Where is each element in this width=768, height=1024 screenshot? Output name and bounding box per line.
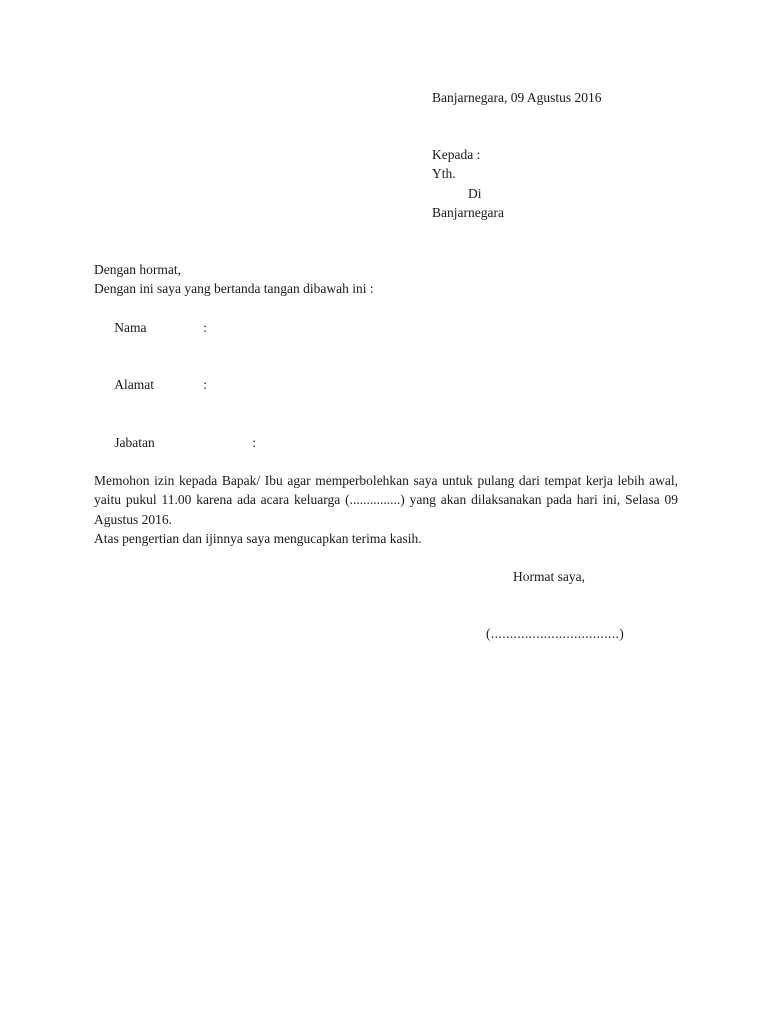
intro-line: Dengan ini saya yang bertanda tangan dibawah ini : [94,281,374,297]
recipient-di: Di [468,185,482,201]
field-row-nama [94,298,678,356]
recipient-kepada: Kepada : [432,147,481,163]
recipient-block [432,145,676,222]
date-line: Banjarnegara, 09 Agustus 2016 [432,90,602,105]
field-row-alamat [94,356,678,414]
letter-body [94,260,678,548]
recipient-yth: Yth. [432,166,456,182]
field-colon-jabatan: : [252,434,257,450]
field-label-nama: Nama [114,319,147,335]
salutation: Dengan hormat, [94,262,181,278]
letter-header [432,88,676,222]
signature-name-placeholder: (..................................) [486,626,625,642]
field-label-jabatan: Jabatan [114,434,155,450]
body-paragraph: Memohon izin kepada Bapak/ Ibu agar memperbolehkan saya untuk pulang dari tempat kerja lebih awal, yaitu pukul 11.00 karena ada acara keluarga (...............) yang akan dilaksanakan pada hari ini, Selasa 09 Agustus 2016. [94,473,678,527]
field-row-jabatan [94,414,678,472]
field-colon-nama: : [203,319,208,335]
signature-label: Hormat saya, [513,569,585,585]
recipient-city: Banjarnegara [432,204,504,220]
field-label-alamat: Alamat [114,377,154,393]
field-colon-alamat: : [203,377,208,393]
closing-line: Atas pengertian dan ijinnya saya mengucapkan terima kasih. [94,530,422,546]
